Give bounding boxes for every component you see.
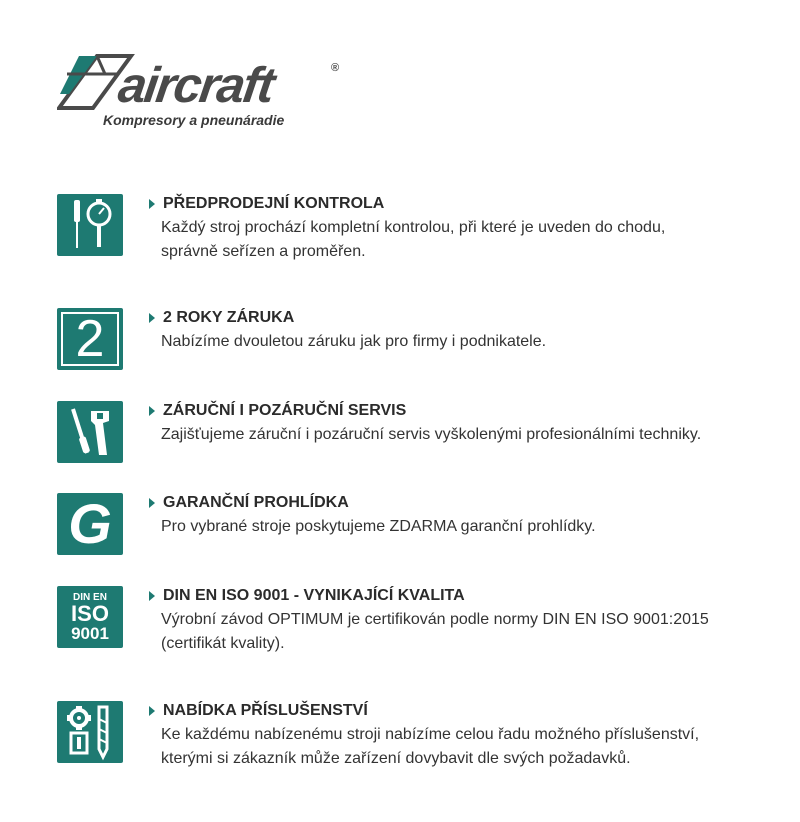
feature-title: 2 ROKY ZÁRUKA <box>147 308 767 328</box>
feature-title: ZÁRUČNÍ I POZÁRUČNÍ SERVIS <box>147 401 767 421</box>
caret-right-icon <box>149 199 155 209</box>
feature-description: Pro vybrané stroje poskytujeme ZDARMA garanční prohlídky. <box>161 518 596 535</box>
brand-logo <box>57 50 347 135</box>
caret-right-icon <box>149 706 155 716</box>
feature-title: NABÍDKA PŘÍSLUŠENSTVÍ <box>147 701 767 721</box>
feature-title: PŘEDPRODEJNÍ KONTROLA <box>147 194 767 214</box>
feature-description: Ke každému nabízenému stroji nabízíme celou řadu možného příslušenství, kterými si zákazník může zařízení dovybavit dle svých požadavků. <box>161 726 700 767</box>
caret-right-icon <box>149 498 155 508</box>
letter-g-icon: G <box>57 493 123 555</box>
caret-right-icon <box>149 591 155 601</box>
feature-title: DIN EN ISO 9001 - VYNIKAJÍCÍ KVALITA <box>147 586 767 606</box>
brand-name: aircraft <box>115 57 277 113</box>
feature-title: GARANČNÍ PROHLÍDKA <box>147 493 767 513</box>
wrench-screwdriver-icon <box>57 401 123 463</box>
caret-right-icon <box>149 313 155 323</box>
brand-tagline: Kompresory a pneunáradie <box>103 112 285 128</box>
feature-description: Zajišťujeme záruční i pozáruční servis vyškolenými profesionálními techniky. <box>161 426 702 443</box>
feature-description: Každý stroj prochází kompletní kontrolou, při které je uveden do chodu, správně seřízen a proměřen. <box>161 219 666 260</box>
gauge-screwdriver-icon <box>57 194 123 256</box>
feature-description: Výrobní závod OPTIMUM je certifikován podle normy DIN EN ISO 9001:2015 (certifikát kvality). <box>161 611 709 652</box>
accessories-icon <box>57 701 123 763</box>
number-two-icon: 2 <box>57 308 123 370</box>
caret-right-icon <box>149 406 155 416</box>
iso-badge-icon: DIN EN ISO 9001 <box>57 586 123 648</box>
registered-mark: ® <box>331 62 340 74</box>
feature-description: Nabízíme dvouletou záruku jak pro firmy i podnikatele. <box>161 333 547 350</box>
